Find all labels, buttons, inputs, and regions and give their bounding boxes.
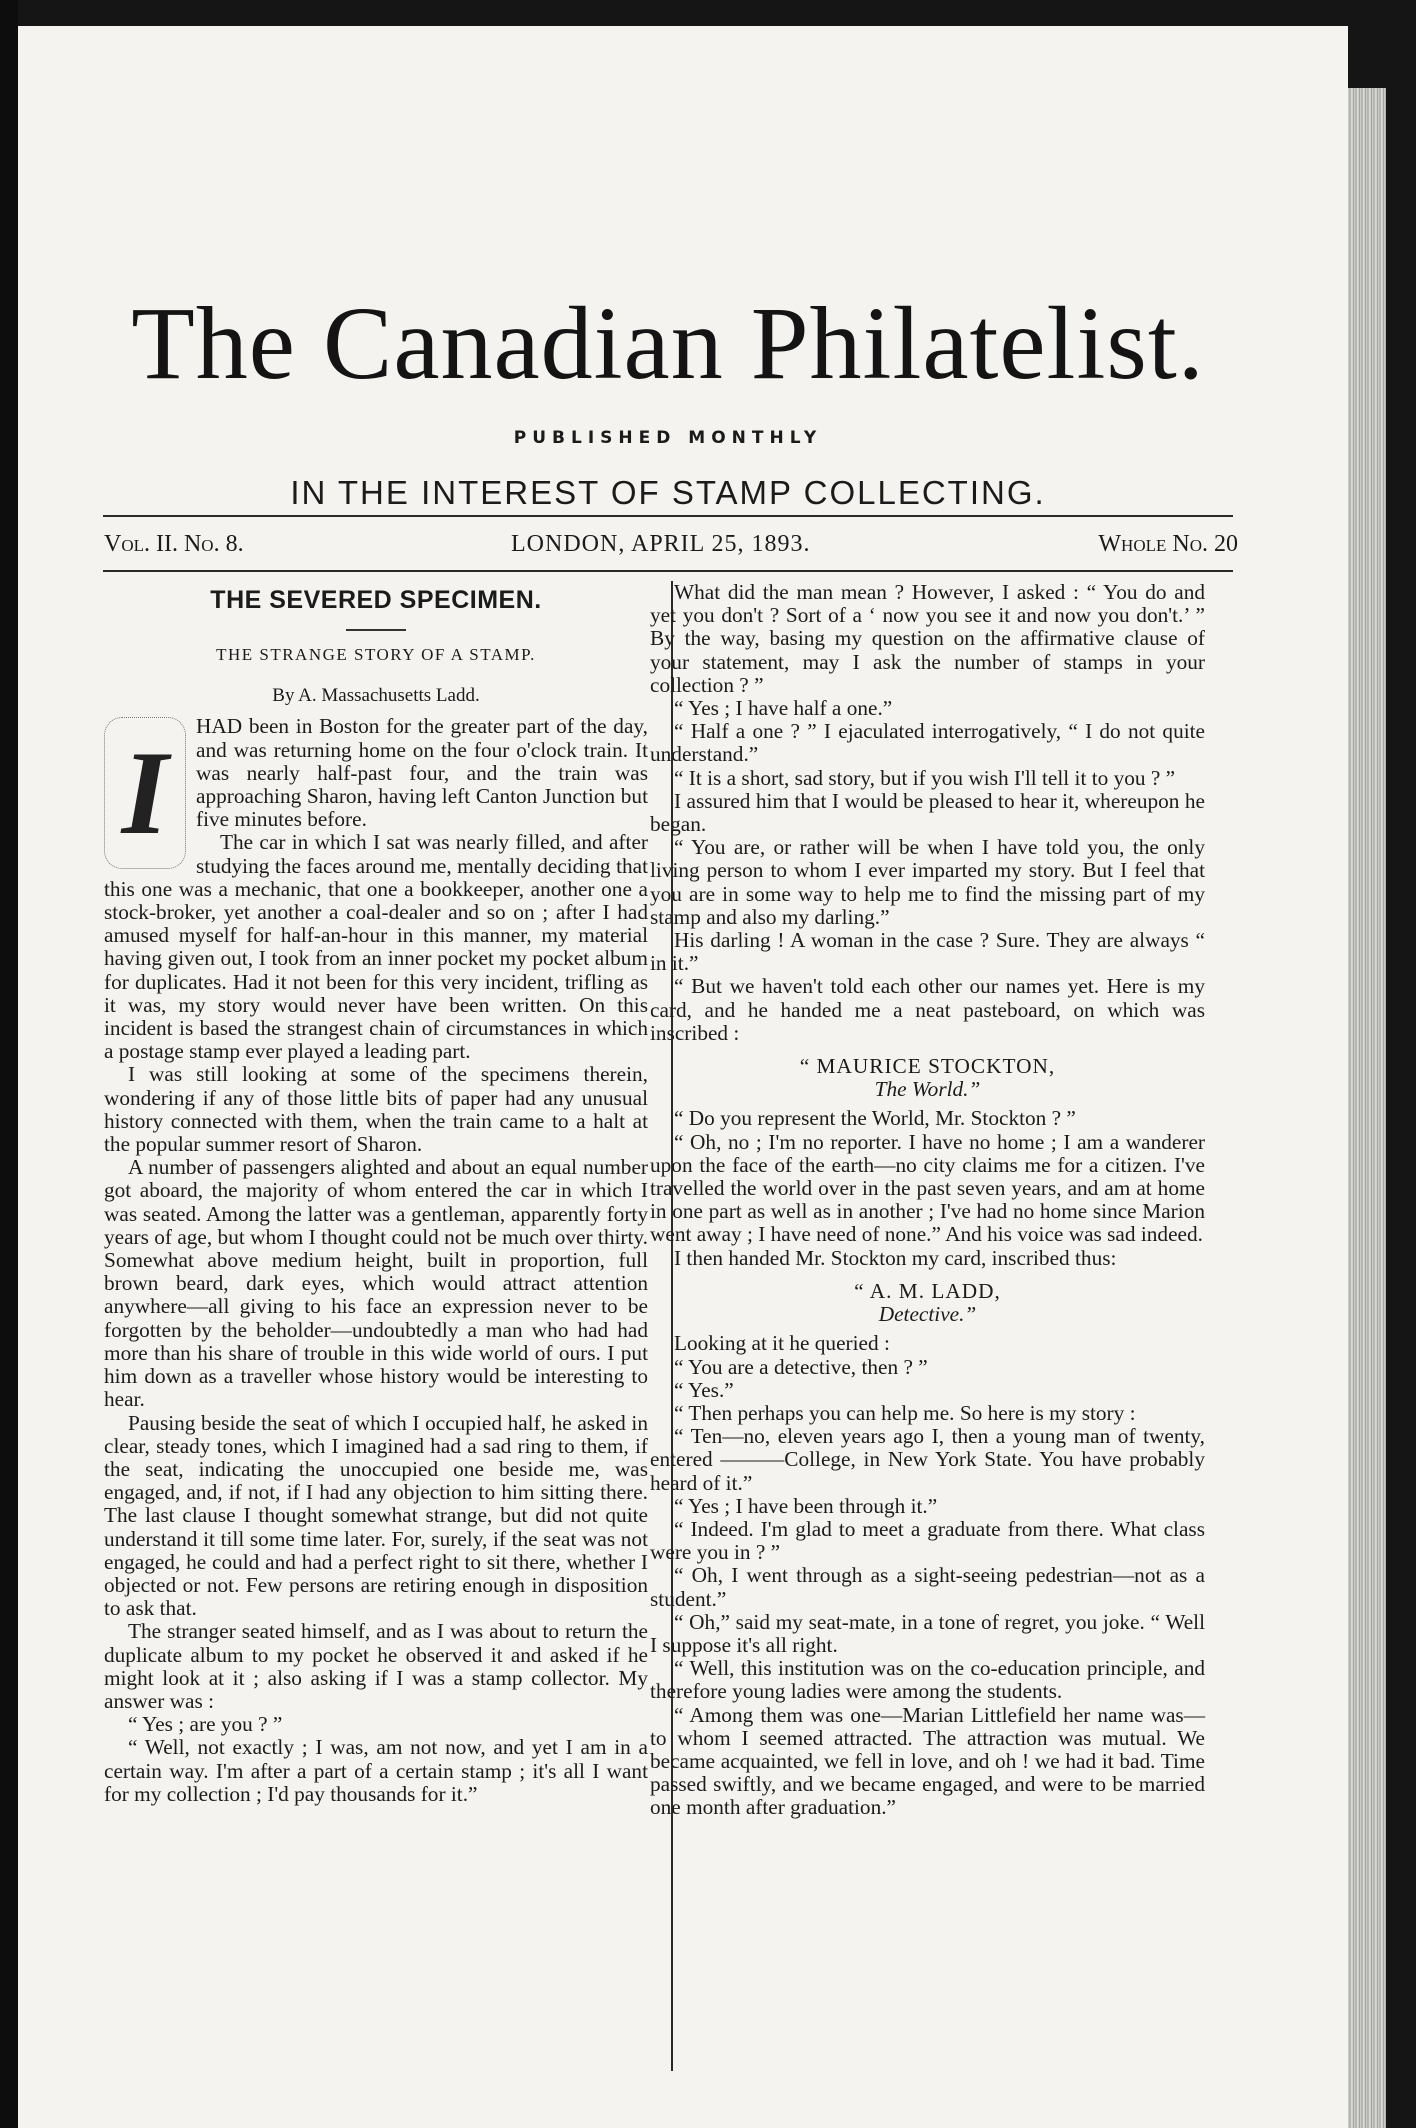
masthead-subtitle: IN THE INTEREST OF STAMP COLLECTING.	[290, 474, 1046, 511]
paragraph: “ Yes ; I have half a one.”	[674, 696, 893, 721]
paragraph: “ Do you represent the World, Mr. Stockton ? ”	[674, 1106, 1076, 1131]
paragraph: His darling ! A woman in the case ? Sure. They are always “ in it.”	[650, 928, 1205, 976]
article-title: THE SEVERED SPECIMEN.	[210, 586, 542, 614]
issue-volume: Vol. II. No. 8.	[104, 531, 244, 557]
paragraph: Looking at it he queried :	[674, 1331, 890, 1356]
business-card-title: Detective.”	[878, 1302, 977, 1327]
paragraph: “ It is a short, sad story, but if you wish I'll tell it to you ? ”	[674, 765, 1176, 790]
title-rule	[346, 629, 406, 631]
paragraph: A number of passengers alighted and about an equal number got aboard, the majority of whom entered the car in which I was seated. Among the latter was a gentleman, apparently forty years of age, but whom I thought could not be much over thirty. Somewhat above medium height, built in proportion, full brown beard, dark eyes, which would attract attention anywhere—all giving to his face an expression never to be forgotten by the beholder—undoubtedly a man who had had more than his share of trouble in this wide world of ours. I put him down as a traveller whose history would be interesting to hear.	[104, 1155, 648, 1412]
article-byline: By A. Massachusetts Ladd.	[272, 685, 480, 707]
paragraph: I was still looking at some of the specimens therein, wondering if any of those little bits of paper had any unusual history connected with them, when the train came to a halt at the popular summer resort of Sharon.	[104, 1062, 648, 1157]
paragraph: “ Well, not exactly ; I was, am not now, and yet I am in a certain way. I'm after a part of a certain stamp ; it's all I want for my collection ; I'd pay thousands for it.”	[104, 1735, 648, 1806]
issue-date: LONDON, APRIL 25, 1893.	[511, 531, 811, 557]
paragraph: “ Ten—no, eleven years ago I, then a young man of twenty, entered ———College, in New York State. You have probably heard of it.”	[650, 1424, 1205, 1495]
paragraph: I then handed Mr. Stockton my card, inscribed thus:	[674, 1245, 1117, 1270]
page-binding-edge	[1348, 88, 1386, 2128]
paragraph: “ Oh,” said my seat-mate, in a tone of regret, you joke. “ Well I suppose it's all right.	[650, 1609, 1205, 1657]
business-card-name: “ MAURICE STOCKTON,	[799, 1054, 1056, 1079]
paragraph: “ Among them was one—Marian Littlefield her name was—to whom I seemed attracted. The attraction was mutual. We became acquainted, we fell in love, and oh ! we had it bad. Time passed swiftly, and we became engaged, and were to be married one month after graduation.”	[650, 1702, 1205, 1820]
paragraph: The stranger seated himself, and as I was about to return the duplicate album to my pocket he observed it and asked if he might look at it ; also asking if I was a stamp collector. My answer was :	[104, 1619, 648, 1713]
scan-edge	[0, 0, 18, 2128]
paragraph: “ But we haven't told each other our names yet. Here is my card, and he handed me a neat pasteboard, on which was inscribed :	[650, 974, 1205, 1045]
article-subtitle: THE STRANGE STORY OF A STAMP.	[216, 645, 536, 664]
issue-whole-number: Whole No. 20	[1098, 531, 1238, 557]
header-rule-bottom	[103, 570, 1233, 572]
paragraph: I assured him that I would be pleased to hear it, whereupon he began.	[650, 788, 1205, 837]
paragraph: “ Yes ; I have been through it.”	[674, 1493, 938, 1518]
paragraph: “ Yes.”	[674, 1377, 734, 1402]
paragraph: “ You are, or rather will be when I have told you, the only living person to whom I ever imparted my story. But I feel that you are in some way to help me to find the missing part of my stamp and also my darling.”	[650, 835, 1205, 929]
paragraph: “ Well, this institution was on the co-education principle, and therefore young ladies were among the students.	[650, 1656, 1205, 1704]
paragraph: The car in which I sat was nearly filled, and after studying the faces around me, mentally deciding that this one was a mechanic, that one a bookkeeper, another one a stock-broker, yet another a coal-dealer and so on ; after I had amused myself for half-an-hour in this manner, my material having given out, I took from an inner pocket my pocket album for duplicates. Had it not been for this very incident, trifling as it was, my story would never have been written. On this incident is based the strangest chain of circumstances in which a postage stamp ever played a leading part.	[104, 830, 648, 1064]
header-rule-top	[103, 515, 1233, 517]
paragraph: “ Oh, no ; I'm no reporter. I have no home ; I am a wanderer upon the face of the earth—no city claims me for a citizen. I've travelled the world over in the past seven years, and am at home in one part as well as in another ; I've had no home since Marion went away ; I have need of none.” And his voice was sad indeed.	[650, 1129, 1205, 1247]
paragraph: What did the man mean ? However, I asked : “ You do and yet you don't ? Sort of a ‘ now you see it and now you don't.’ ” By the way, basing my question on the affirmative clause of your statement, may I ask the number of stamps in your collection ? ”	[650, 580, 1205, 697]
paragraph: “ Oh, I went through as a sight-seeing pedestrian—not as a student.”	[650, 1563, 1205, 1611]
right-column	[650, 581, 1205, 1820]
paragraph: “ Yes ; are you ? ”	[128, 1712, 283, 1737]
ornamental-drop-cap: I	[104, 717, 186, 869]
magazine-page	[18, 26, 1348, 2128]
left-column	[104, 581, 648, 1806]
business-card-title: The World.”	[874, 1077, 981, 1102]
business-card-name: “ A. M. LADD,	[854, 1278, 1001, 1303]
paragraph: HAD been in Boston for the greater part of the day, and was returning home on the four o'clock train. It was nearly half-past four, and the train was approaching Sharon, having left Canton Junction but five minutes before.	[196, 714, 648, 832]
paragraph: “ Then perhaps you can help me. So here is my story :	[674, 1400, 1136, 1425]
masthead-title: The Canadian Philatelist.	[131, 286, 1205, 401]
paragraph: “ Half a one ? ” I ejaculated interrogatively, “ I do not quite understand.”	[650, 719, 1205, 767]
opening-paragraph-block	[104, 714, 648, 860]
paragraph: “ Indeed. I'm glad to meet a graduate from there. What class were you in ? ”	[650, 1516, 1205, 1565]
paragraph: Pausing beside the seat of which I occupied half, he asked in clear, steady tones, which I imagined had a sad ring to them, if the seat, indicating the unoccupied one beside me, was engaged, and, if not, if I had any objection to him sitting there. The last clause I thought somewhat strange, but did not quite understand it till some time later. For, surely, if the seat was not engaged, he could and had a perfect right to sit there, whether I objected or not. Few persons are retiring enough in disposition to ask that.	[104, 1410, 648, 1621]
paragraph: “ You are a detective, then ? ”	[674, 1354, 928, 1379]
published-monthly-label: PUBLISHED MONTHLY	[513, 428, 823, 448]
